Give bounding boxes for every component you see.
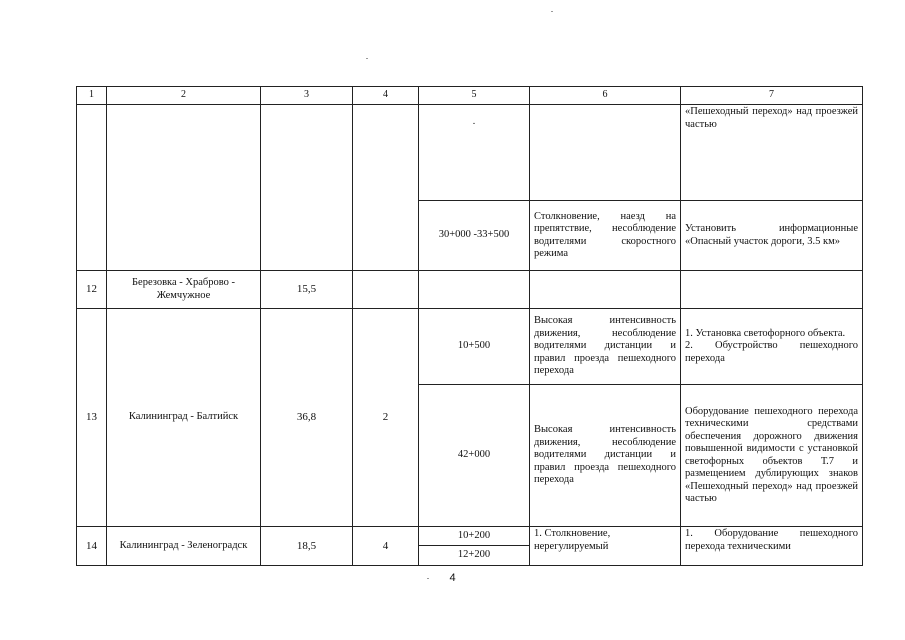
page-number: 4 [449,572,456,584]
row14-km2: 12+200 [419,546,530,566]
header-cell-7: 7 [681,87,863,105]
cont-cell-col6-empty [530,105,681,201]
cont-cell-length [261,105,353,271]
scan-speck [551,11,553,12]
header-row [77,87,863,105]
table-row-14a [77,527,863,546]
row13-measure1-line2: 2. Обустройство пешеходного перехода [685,340,858,364]
row13-col4: 2 [353,309,419,527]
row13-measure2: Оборудование пешеходного перехода техническими средствами обеспечения дорожного движения повышенной видимости с установкой светофорных объектов Т.7 и размещением дублирующих знаков «Пешеходный переход» над проезжей частью [681,385,863,527]
road-safety-table [76,86,863,566]
row14-length: 18,5 [261,527,353,566]
row14-col4: 4 [353,527,419,566]
scan-speck [427,578,429,579]
header-cell-4: 4 [353,87,419,105]
cont-cell-num [77,105,107,271]
row13-km2: 42+000 [419,385,530,527]
header-cell-5: 5 [419,87,530,105]
row13-measure1-line1: 1. Установка светофорного объекта. [685,327,846,339]
cont-measure: Установить информационные «Опасный участок дороги, 3.5 км» [681,201,863,271]
row13-num: 13 [77,309,107,527]
row14-road: Калининград - Зеленоградск [107,527,261,566]
row13-measure1 [681,309,863,385]
scan-speck [366,58,368,59]
row13-length: 36,8 [261,309,353,527]
row12-col7 [681,271,863,309]
cont-cause: Столкновение, наезд на препятствие, несоблюдение водителями скоростного режима [530,201,681,271]
row13-km1: 10+500 [419,309,530,385]
row14-num: 14 [77,527,107,566]
header-cell-3: 3 [261,87,353,105]
cont-km: 30+000 -33+500 [419,201,530,271]
row14-measure: 1. Оборудование пешеходного перехода техническими [681,527,863,566]
row12-num: 12 [77,271,107,309]
row14-cause: 1. Столкновение, нерегулируемый [530,527,681,566]
row13-cause1: Высокая интенсивность движения, несоблюдение водителями дистанции и правил проезда пешеходного перехода [530,309,681,385]
table-row-13a [77,309,863,385]
row12-length: 15,5 [261,271,353,309]
header-cell-2: 2 [107,87,261,105]
row12-road: Березовка - Храброво - Жемчужное [107,271,261,309]
cont-cell-road [107,105,261,271]
row12-col5 [419,271,530,309]
cont-cell-col4 [353,105,419,271]
cont-cell-col5-mark: · [419,105,530,201]
table-row-continued-a [77,105,863,201]
row12-col4 [353,271,419,309]
header-cell-1: 1 [77,87,107,105]
row12-col6 [530,271,681,309]
header-cell-6: 6 [530,87,681,105]
cont-measure-prev: «Пешеходный переход» над проезжей частью [681,105,863,201]
table-row-12 [77,271,863,309]
row14-km1: 10+200 [419,527,530,546]
row13-road: Калининград - Балтийск [107,309,261,527]
row13-cause2: Высокая интенсивность движения, несоблюдение водителями дистанции и правил проезда пешеходного перехода [530,385,681,527]
